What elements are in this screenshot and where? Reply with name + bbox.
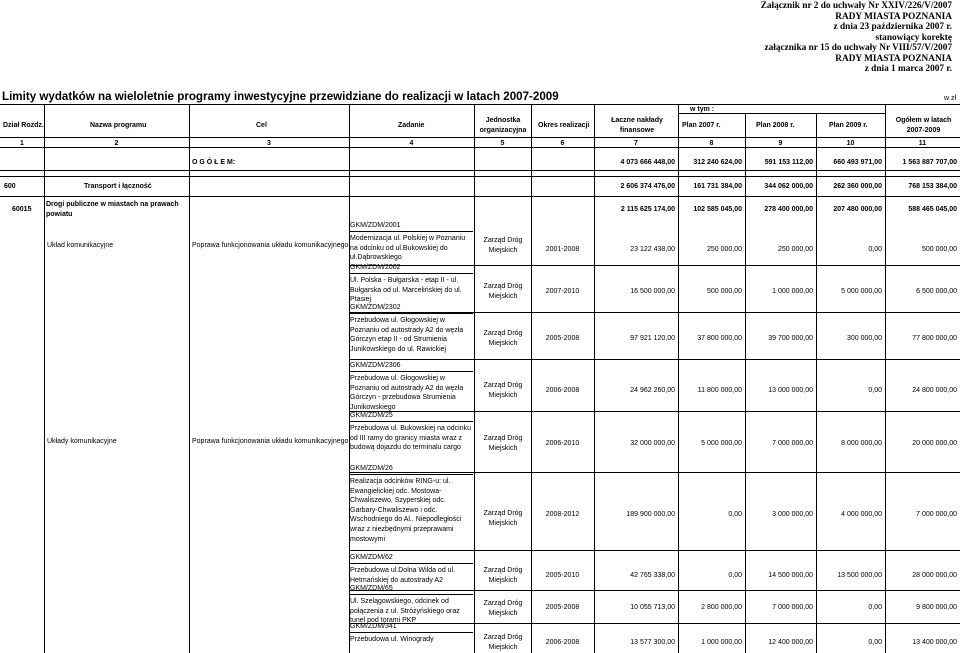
- task-ogolem: 6 500 000,00: [916, 288, 957, 295]
- task-plan-2008: 7 000 000,00: [772, 440, 813, 447]
- task-plan-2009: 5 000 000,00: [841, 288, 882, 295]
- header-line: z dnia 23 października 2007 r.: [833, 22, 952, 32]
- task-plan-2009: 300 000,00: [846, 335, 882, 342]
- task-period: 2005-2010: [545, 572, 580, 579]
- total-plan-2008: 591 153 112,00: [764, 159, 813, 166]
- table-top-border: [0, 104, 960, 105]
- task-unit: Zarząd Dróg Miejskich: [483, 435, 523, 452]
- task-period: 2007-2010: [545, 288, 580, 295]
- total-plan-2009: 660 493 971,00: [833, 159, 882, 166]
- task-laczne: 13 577 300,00: [630, 639, 675, 646]
- task-period: 2005-2008: [545, 335, 580, 342]
- task-unit: Zarząd Dróg Miejskich: [483, 330, 523, 347]
- task-plan-2009: 0,00: [868, 246, 882, 253]
- task-plan-2008: 12 400 000,00: [768, 639, 813, 646]
- task-plan-2008: 250 000,00: [777, 246, 813, 253]
- task-plan-2007: 2 800 000,00: [701, 604, 742, 611]
- task-laczne: 24 962 260,00: [630, 387, 675, 394]
- col-number: 1: [20, 140, 24, 147]
- task-plan-2007: 0,00: [728, 572, 742, 579]
- header-line: załącznika nr 15 do uchwały Nr VIII/57/V/2007: [764, 43, 952, 53]
- col-header-laczne: Łaczne nakłady finansowe: [611, 117, 663, 134]
- dzial-laczne: 2 606 374 476,00: [620, 183, 675, 190]
- task-ogolem: 24 800 000,00: [912, 387, 957, 394]
- program-cel: Poprawa funkcjonowania układu komunikacyjnego: [192, 242, 349, 249]
- col-header-nazwa: Nazwa programu: [90, 122, 147, 129]
- task-cell: [350, 584, 473, 626]
- task-plan-2007: 5 000 000,00: [701, 440, 742, 447]
- task-period: 2005-2008: [545, 604, 580, 611]
- header-line: Załącznik nr 2 do uchwały Nr XXIV/226/V/2007: [760, 1, 952, 11]
- col-number: 10: [846, 140, 855, 147]
- col-number: 7: [634, 140, 638, 147]
- task-laczne: 16 500 000,00: [630, 288, 675, 295]
- task-separator: [350, 359, 960, 360]
- task-laczne: 10 055 713,00: [630, 604, 675, 611]
- col-header-plan-2009: Plan 2009 r.: [829, 122, 868, 129]
- dzial-name: Transport i łączność: [84, 183, 152, 190]
- dzial-ogolem: 768 153 384,00: [908, 183, 957, 190]
- task-cell: [350, 361, 473, 412]
- task-plan-2007: 500 000,00: [706, 288, 742, 295]
- task-plan-2008: 7 000 000,00: [772, 604, 813, 611]
- task-description: Przebudowa ul.Dolna Wilda od ul. Hetmańskiej do autostrady A2: [350, 567, 456, 584]
- col-header-zadanie: Zadanie: [398, 122, 425, 129]
- col-header-w-tym: w tym :: [690, 106, 715, 113]
- task-description: Ul. Szelągowskiego, odcinek od połączenia z ul. Stróżyńskiego oraz tunel pod torami PKP: [350, 598, 460, 625]
- task-unit: Zarząd Dróg Miejskich: [483, 237, 523, 254]
- task-cell: [350, 553, 473, 585]
- col-header-ogolem: Ogółem w latach 2007-2009: [895, 117, 952, 134]
- dzial-plan-2008: 344 062 000,00: [764, 183, 813, 190]
- task-unit: Zarząd Dróg Miejskich: [483, 382, 523, 399]
- program-name: Układy komunikacyjne: [47, 438, 117, 445]
- col-sep: [44, 104, 45, 653]
- task-plan-2009: 4 000 000,00: [841, 511, 882, 518]
- total-ogolem: 1 563 887 707,00: [902, 159, 957, 166]
- header-line: z dnia 1 marca 2007 r.: [864, 64, 952, 74]
- task-unit: Zarząd Dróg Miejskich: [483, 600, 523, 617]
- col-number: 3: [267, 140, 271, 147]
- task-code: GKM/ZDM/341: [350, 622, 473, 633]
- task-plan-2008: 39 700 000,00: [768, 335, 813, 342]
- task-plan-2009: 0,00: [868, 639, 882, 646]
- task-unit: Zarząd Dróg Miejskich: [483, 510, 523, 527]
- task-description: Przebudowa ul. Winogrady: [350, 636, 434, 643]
- task-description: Realizacja odcinków RING-u: ul. Ewangielickiej odc. Mostowa-Chwaliszewo, Szyperskiej odc. Garbary-Chwaliszewo i odc. Wschodniego do Al.. Niepodległości wraz z niezbędnymi przeprawami mostowymi: [350, 478, 462, 543]
- col-sep: [189, 104, 190, 653]
- task-code: GKM/ZDM/2002: [350, 263, 473, 274]
- col-number: 8: [709, 140, 714, 147]
- task-plan-2009: 8 000 000,00: [841, 440, 882, 447]
- task-code: GKM/ZDM/65: [350, 584, 473, 595]
- col-number: 4: [409, 140, 414, 147]
- rozdzial-plan-2008: 278 400 000,00: [764, 206, 813, 213]
- col-number: 6: [560, 140, 565, 147]
- header-line: stanowiący korektę: [875, 32, 952, 43]
- task-description: Przebudowa ul. Bukowskiej na odcinku od III ramy do granicy miasta wraz z budową dojazdu do terminalu cargo: [350, 425, 472, 452]
- col-header-jednostka: Jednostka organizacyjna: [479, 117, 527, 134]
- program-name: Układ komunikacyjne: [47, 242, 114, 249]
- task-period: 2006-2008: [545, 387, 580, 394]
- task-laczne: 97 921 120,00: [630, 335, 675, 342]
- task-ogolem: 28 000 000,00: [912, 572, 957, 579]
- task-plan-2008: 1 000 000,00: [772, 288, 813, 295]
- task-laczne: 189 900 000,00: [626, 511, 675, 518]
- task-ogolem: 20 000 000,00: [912, 440, 957, 447]
- currency-note: w zł: [943, 95, 956, 102]
- task-period: 2006-2010: [545, 440, 580, 447]
- col-number: 9: [778, 140, 783, 147]
- total-label: O G Ó Ł E M:: [192, 159, 236, 166]
- task-plan-2008: 3 000 000,00: [772, 511, 813, 518]
- dzial-code: 600: [4, 183, 16, 190]
- header-line: RADY MIASTA POZNANIA: [835, 11, 952, 22]
- task-laczne: 42 765 338,00: [630, 572, 675, 579]
- col-sep: [474, 104, 475, 653]
- task-plan-2008: 14 500 000,00: [768, 572, 813, 579]
- task-description: Ul. Polska - Bułgarska - etap II - ul. Bułgarska od ul. Marcelińskiej do ul. Ptasiej: [350, 277, 462, 304]
- task-laczne: 32 000 000,00: [630, 440, 675, 447]
- task-laczne: 23 122 438,00: [630, 246, 675, 253]
- col-number: 5: [500, 140, 505, 147]
- task-ogolem: 9 800 000,00: [916, 604, 957, 611]
- program-cel: Poprawa funkcjonowania układu komunikacyjnego: [192, 438, 349, 445]
- dzial-plan-2007: 161 731 384,00: [693, 183, 742, 190]
- rozdzial-name: Drogi publiczne w miastach na prawach powiatu: [46, 201, 179, 218]
- rozdzial-ogolem: 588 465 045,00: [908, 206, 957, 213]
- col-header-plan-2007: Plan 2007 r.: [682, 122, 721, 129]
- col-header-plan-2008: Plan 2008 r.: [756, 122, 795, 129]
- task-code: GKM/ZDM/2302: [350, 303, 473, 314]
- task-period: 2008-2012: [545, 511, 580, 518]
- task-ogolem: 7 000 000,00: [916, 511, 957, 518]
- col-header-cel: Cel: [256, 122, 267, 129]
- task-cell: [350, 303, 473, 354]
- task-plan-2007: 37 800 000,00: [697, 335, 742, 342]
- document-title: Limity wydatków na wieloletnie programy inwestycyjne przewidziane do realizacji w latach 2007-2009: [2, 90, 559, 103]
- task-ogolem: 77 800 000,00: [912, 335, 957, 342]
- rozdzial-plan-2007: 102 585 045,00: [693, 206, 742, 213]
- rozdzial-code: 60015: [12, 206, 32, 213]
- header-line: RADY MIASTA POZNANIA: [835, 53, 952, 64]
- task-unit: Zarząd Dróg Miejskich: [483, 567, 523, 584]
- task-code: GKM/ZDM/2306: [350, 361, 473, 372]
- col-header-okres: Okres realizacji: [538, 122, 590, 129]
- total-laczne: 4 073 666 448,00: [620, 159, 675, 166]
- col-number: 11: [918, 140, 927, 147]
- task-cell: [350, 411, 473, 453]
- task-code: GKM/ZDM/62: [350, 553, 473, 564]
- rozdzial-plan-2009: 207 480 000,00: [833, 206, 882, 213]
- task-description: Modernizacja ul. Polskiej w Poznaniu na odcinku od ul.Bukowskiej do ul.Dąbrowskiego: [350, 235, 466, 262]
- task-description: Przebudowa ul. Głogowskiej w Poznaniu od autostrady A2 do węzła Górczyn etap II - od Strumienia Junikowskiego do ul. Rawickiej: [350, 317, 464, 353]
- task-ogolem: 500 000,00: [921, 246, 957, 253]
- rozdzial-laczne: 2 115 625 174,00: [620, 206, 675, 213]
- task-plan-2008: 13 000 000,00: [768, 387, 813, 394]
- task-description: Przebudowa ul. Głogowskiej w Poznaniu od autostrady A2 do węzła Górczyn - przebudowa Strumienia Junikowskiego: [350, 375, 464, 411]
- task-code: GKM/ZDM/2001: [350, 221, 473, 232]
- task-plan-2007: 1 000 000,00: [701, 639, 742, 646]
- task-unit: Zarząd Dróg Miejskich: [483, 283, 523, 300]
- task-ogolem: 13 400 000,00: [912, 639, 957, 646]
- task-plan-2009: 0,00: [868, 387, 882, 394]
- col-header-dzial: Dział Rozdz.: [3, 122, 44, 129]
- task-cell: [350, 622, 473, 645]
- task-period: 2006-2008: [545, 639, 580, 646]
- resolution-header: [761, 1, 952, 75]
- task-code: GKM/ZDM/25: [350, 411, 473, 422]
- dzial-plan-2009: 262 360 000,00: [833, 183, 882, 190]
- task-cell: [350, 263, 473, 305]
- task-plan-2007: 0,00: [728, 511, 742, 518]
- task-cell: [350, 221, 473, 263]
- task-plan-2007: 11 800 000,00: [697, 387, 742, 394]
- task-plan-2007: 250 000,00: [706, 246, 742, 253]
- total-plan-2007: 312 240 624,00: [693, 159, 742, 166]
- task-period: 2001-2008: [545, 246, 580, 253]
- col-number: 2: [114, 140, 119, 147]
- task-separator: [350, 550, 960, 551]
- task-code: GKM/ZDM/26: [350, 464, 473, 475]
- task-cell: [350, 464, 473, 544]
- task-unit: Zarząd Dróg Miejskich: [483, 634, 523, 651]
- task-plan-2009: 13 500 000,00: [837, 572, 882, 579]
- task-plan-2009: 0,00: [868, 604, 882, 611]
